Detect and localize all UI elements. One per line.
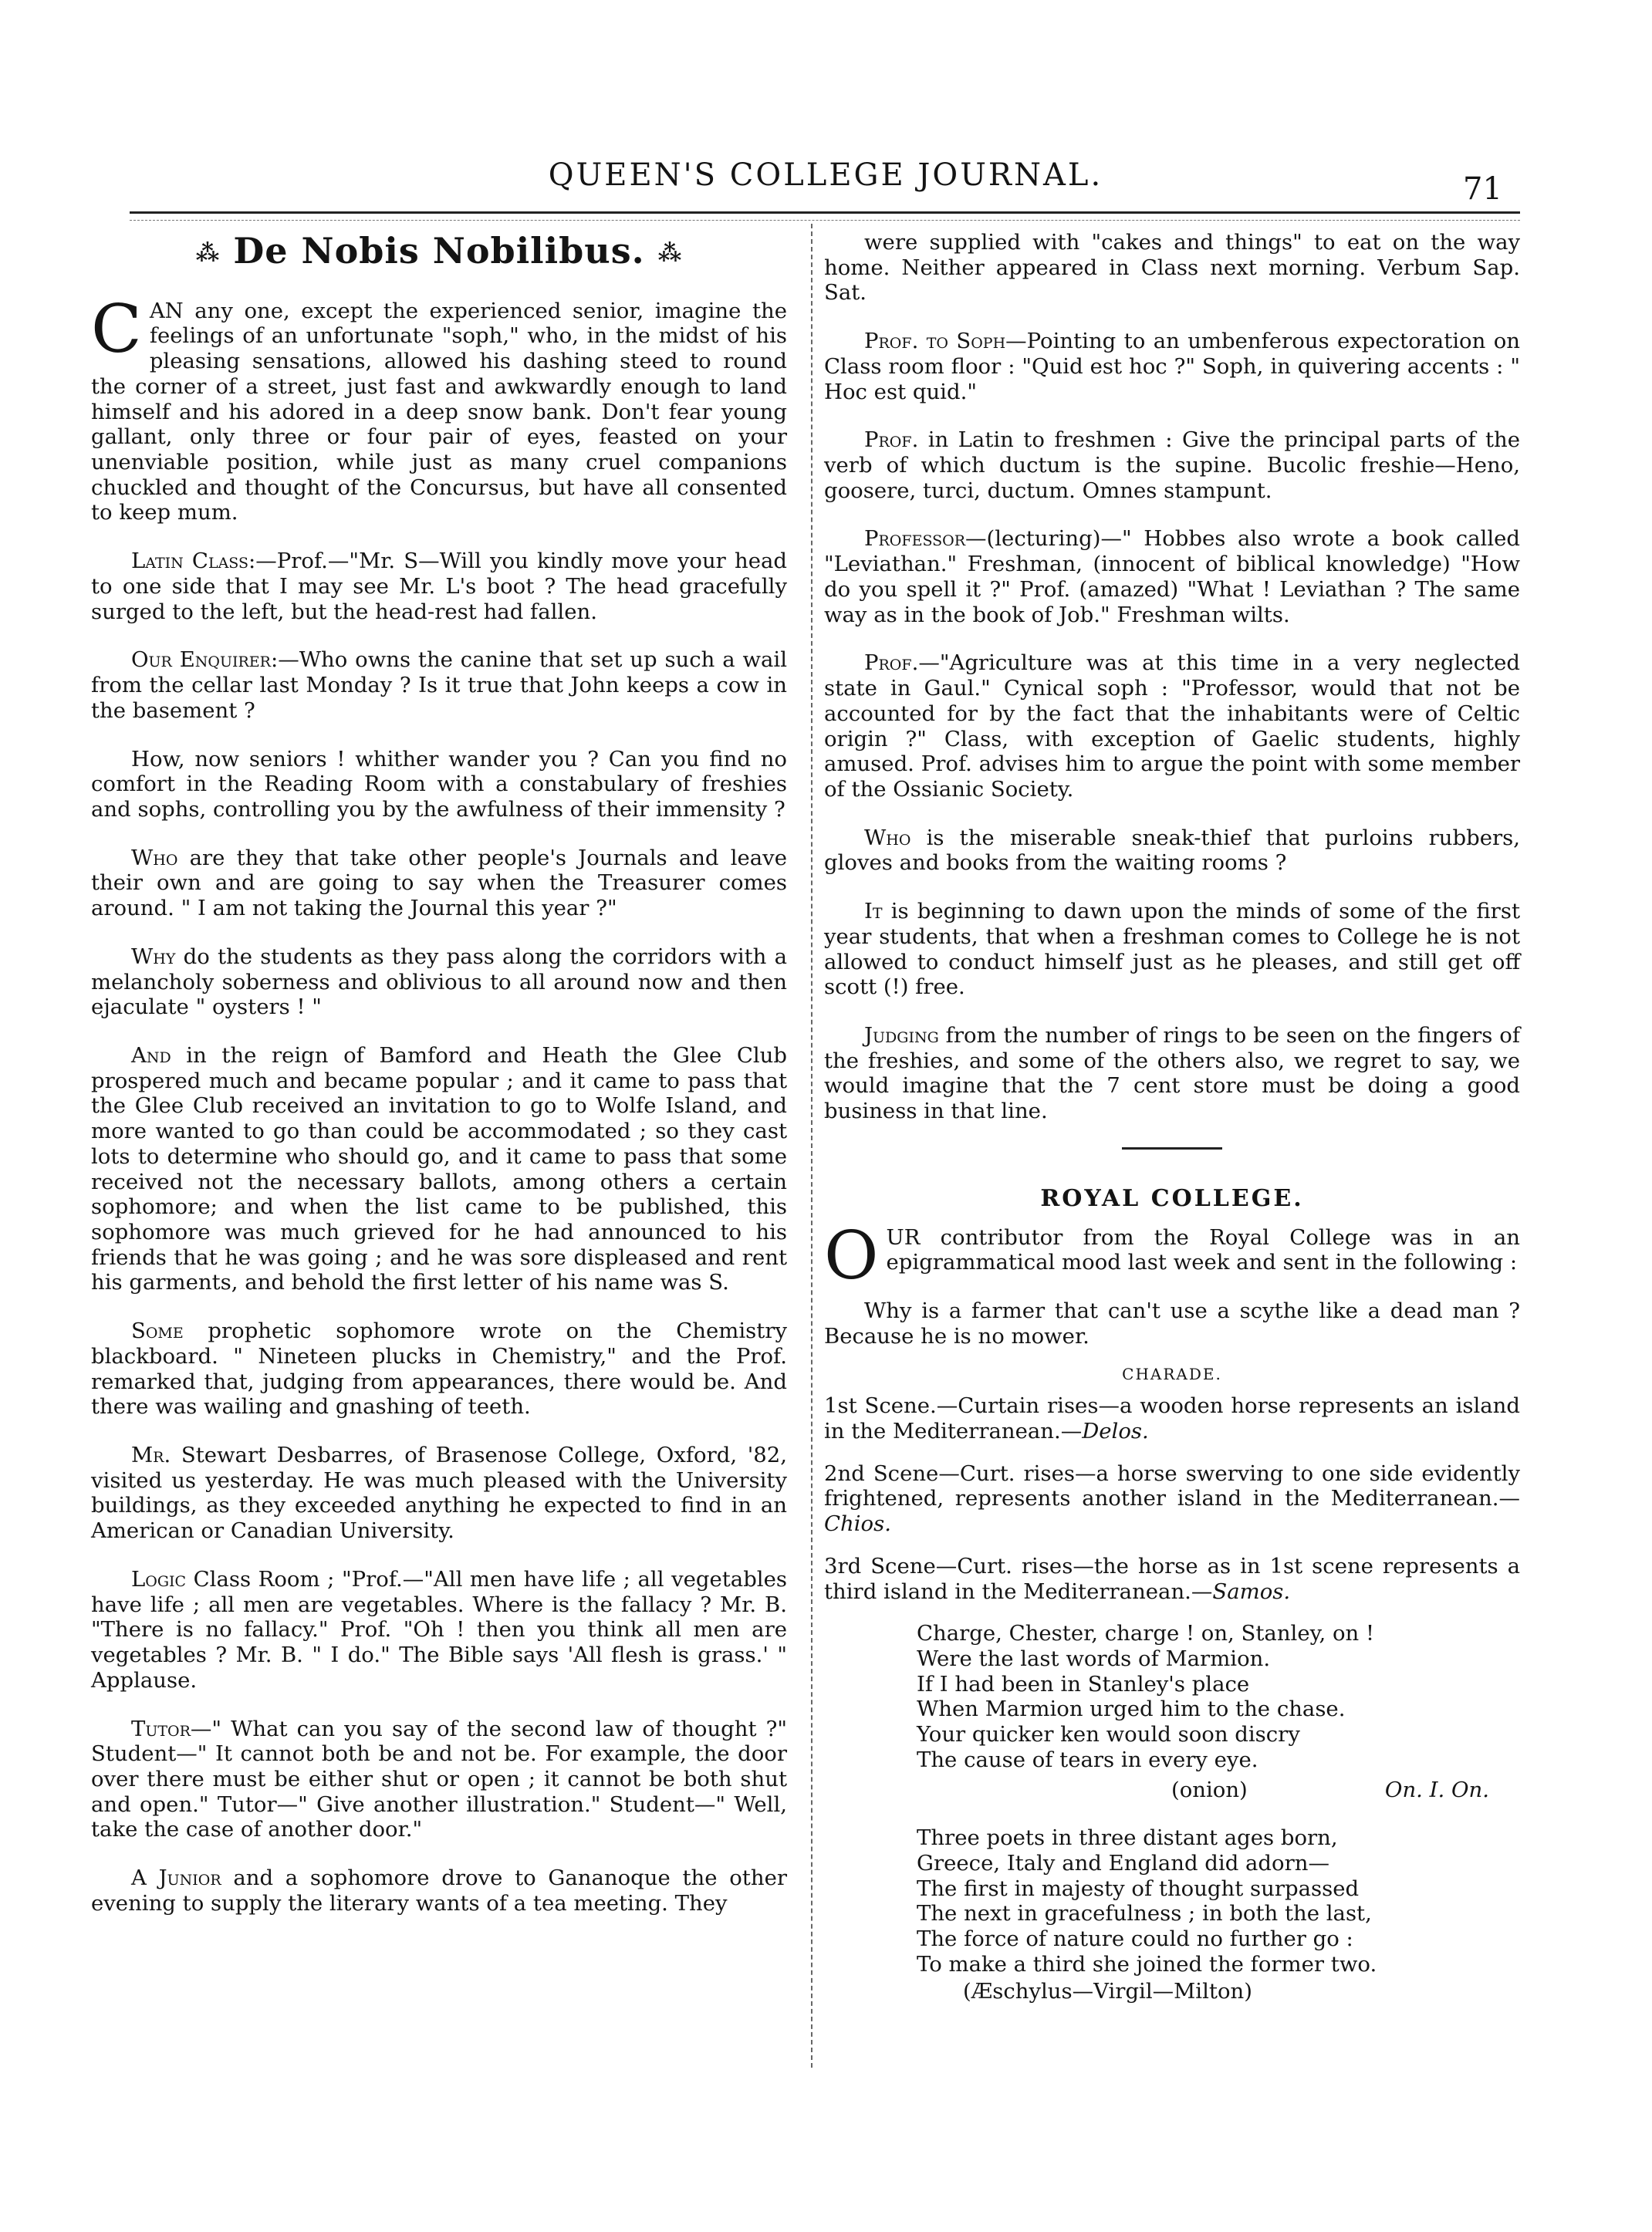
royal-intro-text: UR contributor from the Royal College was in an epigrammatical mood last week and sent in the following :: [886, 1224, 1520, 1275]
section-divider: [1122, 1147, 1222, 1150]
royal-intro: [824, 1217, 1520, 1295]
paragraph-text: from the number of rings to be seen on the fingers of the freshies, and some of the others also, we regret to say, we would imagine that the 7 cent store must be doing a good business in that line.: [824, 1022, 1520, 1124]
paragraph-text: —" What can you say of the second law of thought ?" Student—" It cannot both be and not be. For example, the door over there must be either shut or open ; it cannot be both shut and open." Tutor—" Give another illustration." Student—" Well, take the case of another door.": [91, 1716, 787, 1842]
paragraph: [824, 1023, 1520, 1124]
paragraph: [91, 944, 787, 1020]
paragraph-text: How, now seniors ! whither wander you ? Can you find no comfort in the Reading Room with a constabulary of freshies and sophs, controlling you by the awfulness of their immensity ?: [91, 746, 787, 822]
paragraph: [91, 549, 787, 624]
paragraph: [824, 526, 1520, 627]
paragraph-lead: Mr.: [131, 1443, 171, 1468]
scene-text: 2nd Scene—Curt. rises—a horse swerving to one side evidently frightened, represents another island in the Mediterranean.—: [824, 1460, 1520, 1511]
paragraph: [824, 899, 1520, 1000]
scene-answer: Delos.: [1082, 1418, 1149, 1444]
paragraph-text: :—Prof.—"Mr. S—Will you kindly move your head to one side that I may see Mr. L's boot ? The head gracefully surged to the left, but the head-rest had fallen.: [91, 549, 787, 624]
poem-marmion: [917, 1621, 1520, 1802]
paragraph: [824, 329, 1520, 404]
paragraph-lead: Prof. to Soph: [864, 329, 1006, 354]
paragraph-text: were supplied with "cakes and things" to eat on the way home. Neither appeared in Class next morning. Verbum Sap. Sat.: [824, 230, 1520, 306]
charade-scenes: [824, 1393, 1520, 1604]
paragraph-lead: Tutor: [131, 1716, 191, 1741]
poem-line: Three poets in three distant ages born,: [917, 1825, 1338, 1851]
paragraph: [91, 1866, 787, 1916]
left-column: [91, 230, 787, 1940]
paragraph-text: are they that take other people's Journals and leave their own and are going to say when the Treasurer comes around. " I am not taking the Journal this year ?": [91, 845, 787, 921]
poem-line: If I had been in Stanley's place: [917, 1671, 1250, 1697]
poem-answer: (onion): [1171, 1777, 1248, 1802]
paragraph: [91, 647, 787, 723]
paragraph-lead: Some: [131, 1319, 184, 1344]
paragraph-text: is beginning to dawn upon the minds of some of the first year students, that when a freshman comes to College he is not allowed to conduct himself just as he pleases, and still get off scott (!) free.: [824, 899, 1520, 1000]
paragraph: [91, 1717, 787, 1843]
right-column: [824, 230, 1520, 2024]
poem-line: Your quicker ken would soon discry: [917, 1722, 1300, 1747]
paragraph-lead: Prof.: [864, 650, 919, 676]
poem-line: The next in gracefulness ; in both the last,: [917, 1901, 1372, 1926]
charade-scene: [824, 1461, 1520, 1537]
poem-line: Greece, Italy and England did adorn—: [917, 1850, 1329, 1876]
paragraph: [91, 1567, 787, 1693]
paragraph-lead: A Junior: [131, 1866, 221, 1891]
paragraph-text: AN any one, except the experienced senior, imagine the feelings of an unfortunate "soph," who, in the midst of his pleasing sensations, allowed his dashing steed to round the corner of a street, just fast and awkwardly enough to land himself and his adored in a deep snow bank. Don't fear young gallant, only three or four pair of eyes, feasted on your unenviable position, while just as many cruel companions chuckled and thought of the Concursus, but have all consented to keep mum.: [91, 298, 787, 525]
paragraph-lead: Who: [864, 825, 911, 850]
poem-lines: [917, 1621, 1520, 1772]
paragraph: [824, 230, 1520, 306]
paragraph-text: —"Agriculture was at this time in a very neglected state in Gaul." Cynical soph : "Professor, would that not be accounted for by the fact that the inhabitants were of Celtic origin ?" Class, with exception of Gaelic students, highly amused. Prof. advises him to argue the point with some member of the Ossianic Society.: [824, 650, 1520, 802]
paragraph: [91, 1443, 787, 1544]
paragraph-lead: Our Enquirer: [131, 647, 271, 673]
paragraph-text: and a sophomore drove to Gananoque the other evening to supply the literary wants of a tea meeting. They: [91, 1866, 787, 1916]
ornament-icon: ⁂: [195, 240, 221, 268]
header-rule: [130, 211, 1520, 214]
poem-line: The first in majesty of thought surpassed: [917, 1876, 1360, 1901]
scene-answer: Chios.: [824, 1511, 891, 1537]
poem-answer: (Æschylus—Virgil—Milton): [963, 1978, 1252, 2004]
paragraph: [91, 290, 787, 525]
column-divider: [811, 224, 812, 2068]
charade-title: CHARADE.: [1122, 1365, 1222, 1384]
paragraph-lead: Judging: [864, 1022, 939, 1048]
page-number: 71: [1463, 171, 1502, 207]
poem-footer: [917, 1778, 1520, 1803]
paragraph: [91, 1319, 787, 1420]
paragraph: [91, 747, 787, 822]
paragraph: [824, 826, 1520, 876]
poem-line: When Marmion urged him to the chase.: [917, 1697, 1346, 1722]
royal-college-title: ROYAL COLLEGE.: [1040, 1184, 1304, 1212]
paragraph-text: do the students as they pass along the corridors with a melancholy soberness and oblivious to all around now and then ejaculate " oysters ! ": [91, 944, 787, 1020]
scene-text: 3rd Scene—Curt. rises—the horse as in 1st scene represents a third island in the Mediterranean.—: [824, 1553, 1520, 1604]
paragraph-text: —(lecturing)—" Hobbes also wrote a book called "Leviathan." Freshman, (innocent of biblical knowledge) "How do you spell it ?" Prof. (amazed) "What ! Leviathan ? The same way as in the book of Job." Freshman wilts.: [824, 526, 1520, 627]
poem-line: The force of nature could no further go :: [917, 1926, 1353, 1952]
paragraph-text: Class Room ; "Prof.—"All men have life ; all vegetables have life ; all men are vegetables. Where is the fallacy ? Mr. B. "There is no fallacy." Prof. "Oh ! then you think all men are vegetables ? Mr. B. " I do." The Bible says 'All flesh is grass.' " Applause.: [91, 1566, 787, 1693]
paragraph-text: —Pointing to an umbenferous expectoration on Class room floor : "Quid est hoc ?" Soph, in quivering accents : " Hoc est quid.": [824, 329, 1520, 404]
paragraph-lead: Professor: [864, 526, 966, 552]
poem-line: To make a third she joined the former two.: [917, 1951, 1377, 1977]
section-title: [91, 230, 787, 272]
poem-line: Charge, Chester, charge ! on, Stanley, on !: [917, 1621, 1375, 1646]
paragraph: [824, 650, 1520, 802]
drop-cap: C: [91, 290, 142, 368]
paragraph: [91, 1043, 787, 1295]
paragraph-text: prophetic sophomore wrote on the Chemistry blackboard. " Nineteen plucks in Chemistry," and the Prof. remarked that, judging from appearances, there would be. And there was wailing and gnashing of teeth.: [91, 1319, 787, 1420]
poem-lines: [917, 1825, 1520, 1977]
charade-scene: [824, 1393, 1520, 1444]
paragraph: [824, 427, 1520, 503]
page-header-title: QUEEN'S COLLEGE JOURNAL.: [548, 157, 1103, 193]
paragraph: [91, 846, 787, 921]
section-title-text: De Nobis Nobilibus.: [233, 230, 645, 272]
paragraph-lead: It: [864, 899, 883, 924]
paragraph-text: in Latin to freshmen : Give the principal parts of the verb of which ductum is the supine. Bucolic freshie—Heno, goosere, turci, ductum. Omnes stampunt.: [824, 427, 1520, 503]
paragraph-lead: Who: [131, 845, 178, 870]
drop-cap: O: [824, 1217, 879, 1295]
paragraph-lead: And: [131, 1042, 171, 1068]
right-paragraphs: [824, 230, 1520, 1124]
ornament-icon: ⁂: [657, 240, 683, 268]
header-rule-dashed: [130, 220, 1520, 221]
paragraph-text: :—Who owns the canine that set up such a wail from the cellar last Monday ? Is it true that John keeps a cow in the basement ?: [91, 647, 787, 723]
paragraph-lead: Logic: [131, 1566, 187, 1592]
paragraph-text: in the reign of Bamford and Heath the Glee Club prospered much and became popular ; and it came to pass that the Glee Club received an invitation to go to Wolfe Island, and more wanted to go than could be accommodated ; so they cast lots to determine who should go, and it came to pass that some received not the necessary ballots, among others a certain sophomore; and when the list came to be published, this sophomore was much grieved for he had announced to his friends that he was going ; and he was sore displeased and rent his garments, and behold the first letter of his name was S.: [91, 1042, 787, 1295]
paragraph-text: Stewart Desbarres, of Brasenose College, Oxford, '82, visited us yesterday. He was much pleased with the University buildings, as they exceeded anything he expected to find in an American or Canadian University.: [91, 1443, 787, 1544]
poem-three-poets: [917, 1825, 1520, 2004]
poem-signature: On. I. On.: [1384, 1777, 1489, 1802]
poem-line: The cause of tears in every eye.: [917, 1747, 1258, 1772]
paragraph-lead: Why: [131, 944, 176, 969]
paragraph-text: is the miserable sneak-thief that purloins rubbers, gloves and books from the waiting rooms ?: [824, 825, 1520, 876]
poem-line: Were the last words of Marmion.: [917, 1646, 1271, 1671]
charade-scene: [824, 1554, 1520, 1604]
paragraph-lead: Prof.: [864, 427, 919, 453]
left-paragraphs: [91, 290, 787, 1916]
paragraph-lead: Latin Class: [131, 549, 249, 574]
scene-answer: Samos.: [1212, 1579, 1291, 1604]
riddle: Why is a farmer that can't use a scythe like a dead man ? Because he is no mower.: [824, 1298, 1520, 1349]
scene-text: 1st Scene.—Curtain rises—a wooden horse represents an island in the Mediterranean.—: [824, 1393, 1520, 1444]
